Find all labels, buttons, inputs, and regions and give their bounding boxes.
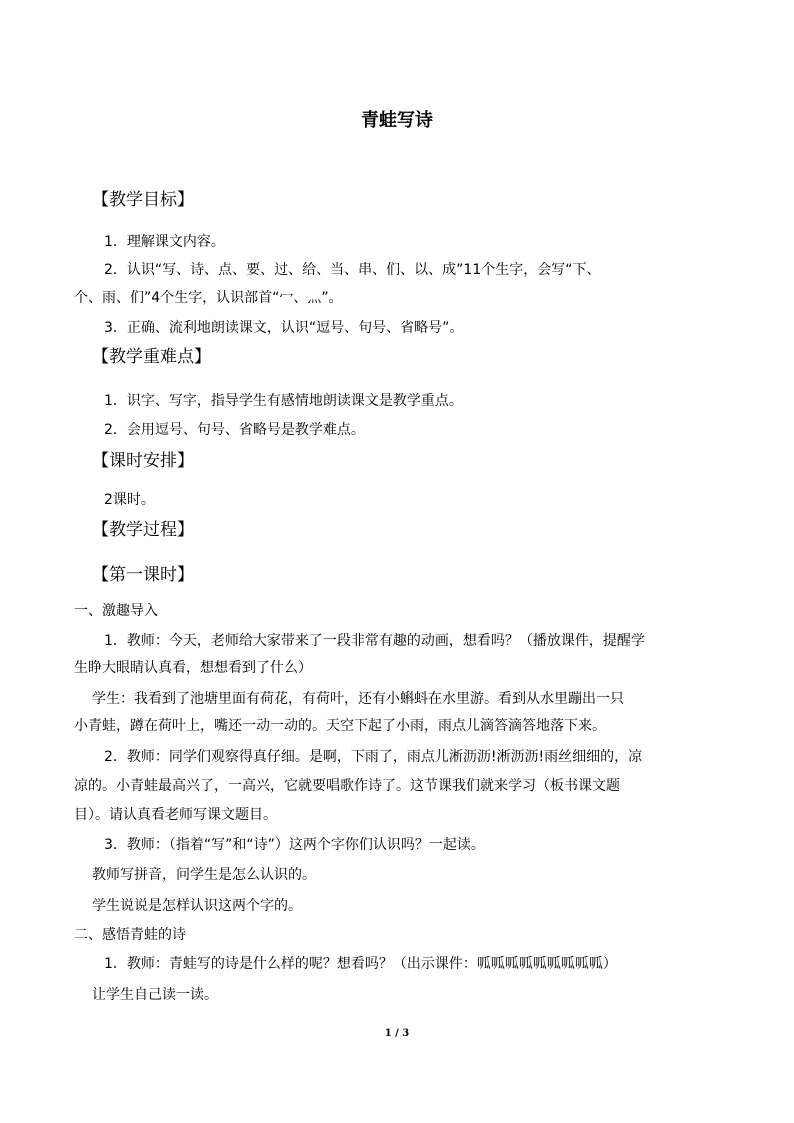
process-heading: 【教学过程】 <box>92 520 194 540</box>
paragraph-2-line-1: 学生：我看到了池塘里面有荷花，有荷叶，还有小蝌蚪在水里游。看到从水里蹦出一只 <box>92 691 624 707</box>
paragraph-5: 教师写拼音，问学生是怎么认识的。 <box>92 867 316 883</box>
key-point-item-2: 2．会用逗号、句号、省略号是教学难点。 <box>104 422 365 438</box>
objective-item-2-line-2: 个、雨、们”4个生字，认识部首“冖、灬”。 <box>74 290 343 306</box>
paragraph-3-line-3: 目）。请认真看老师写课文题目。 <box>74 807 277 823</box>
page-number: 1 / 3 <box>384 1028 410 1039</box>
objective-item-1: 1．理解课文内容。 <box>104 234 225 250</box>
schedule-heading: 【课时安排】 <box>92 451 194 471</box>
document-title: 青蛙写诗 <box>361 110 433 131</box>
objective-item-2-line-1: 2．认识“写、诗、点、要、过、给、当、串、们、以、成”11个生字，会写“下、 <box>104 262 601 278</box>
paragraph-6: 学生说说是怎样认识这两个字的。 <box>92 898 302 914</box>
paragraph-1-line-1: 1．教师：今天，老师给大家带来了一段非常有趣的动画，想看吗？（播放课件，提醒学 <box>104 633 645 649</box>
paragraph-7: 1．教师：青蛙写的诗是什么样的呢？想看吗？（出示课件：呱呱呱呱呱呱呱呱呱） <box>104 956 617 972</box>
paragraph-3-line-2: 凉的。小青蛙最高兴了，一高兴，它就要唱歌作诗了。这节课我们就来学习（板书课文题 <box>74 778 620 794</box>
paragraph-3-line-1: 2．教师：同学们观察得真仔细。是啊，下雨了，雨点儿淅沥沥!淅沥沥!雨丝细细的，凉 <box>104 749 643 765</box>
schedule-text: 2课时。 <box>104 492 155 508</box>
part-2-title: 二、感悟青蛙的诗 <box>74 927 186 943</box>
key-points-heading: 【教学重难点】 <box>92 347 211 367</box>
paragraph-1-line-2: 生睁大眼睛认真看，想想看到了什么） <box>74 660 312 676</box>
paragraph-4-line-1: 3．教师：（指着“写”和“诗”）这两个字你们认识吗？一起读。 <box>104 837 485 853</box>
objective-item-3: 3．正确、流利地朗读课文，认识“逗号、句号、省略号”。 <box>104 320 464 336</box>
first-lesson-heading: 【第一课时】 <box>92 565 194 585</box>
paragraph-2-line-2: 小青蛙，蹲在荷叶上，嘴还一动一动的。天空下起了小雨，雨点儿滴答滴答地落下来。 <box>74 718 606 734</box>
paragraph-8: 让学生自己读一读。 <box>92 987 218 1003</box>
key-point-item-1: 1．识字、写字，指导学生有感情地朗读课文是教学重点。 <box>104 393 463 409</box>
objectives-heading: 【教学目标】 <box>92 190 194 210</box>
part-1-title: 一、激趣导入 <box>74 603 158 619</box>
